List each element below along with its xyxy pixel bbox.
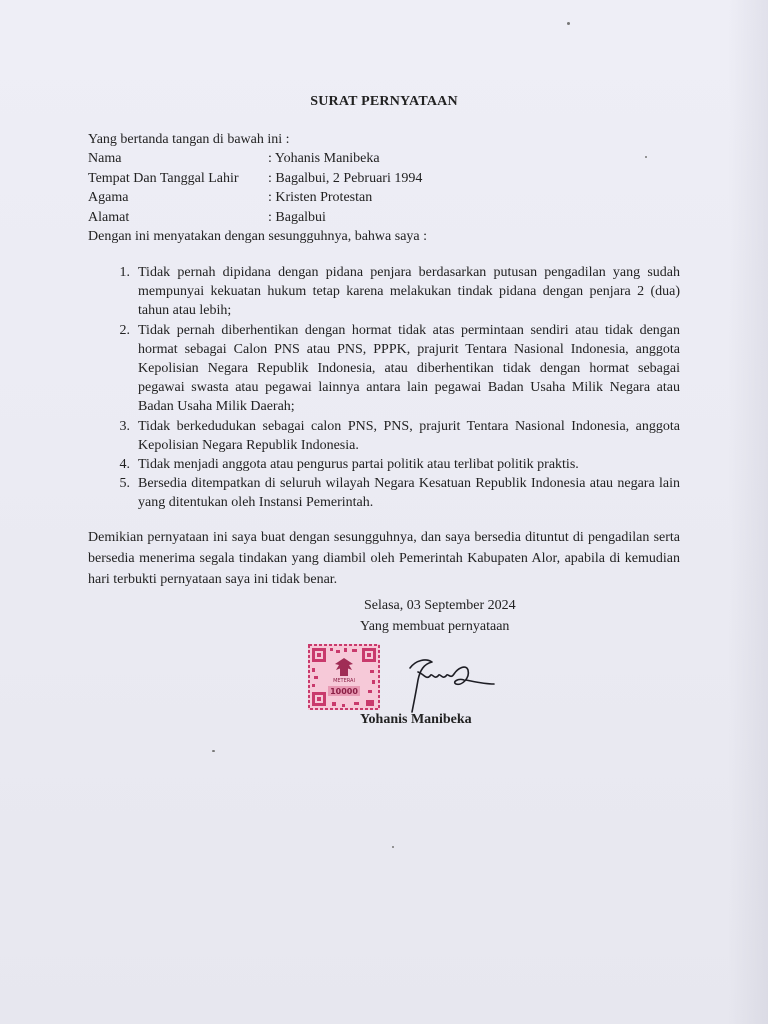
identity-label: Tempat Dan Tanggal Lahir xyxy=(88,170,239,186)
item-number: 1. xyxy=(119,265,130,280)
identity-row-religion xyxy=(88,188,422,208)
item-number: 4. xyxy=(119,457,130,473)
identity-value: : Bagalbui xyxy=(268,209,326,225)
item-text: Tidak pernah dipidana dengan pidana penjara berdasarkan putusan pengadilan yang sudah mempunyai kekuatan hukum tetap karena melakukan tindak pidana dengan penjara 2 (dua) tahun atau lebih; xyxy=(138,265,680,319)
item-number: 3. xyxy=(119,418,130,434)
list-item xyxy=(100,417,680,455)
scan-speck xyxy=(645,156,647,158)
list-item xyxy=(100,321,680,417)
identity-row-birth xyxy=(88,169,422,189)
document-title: SURAT PERNYATAAN xyxy=(310,94,458,109)
list-item xyxy=(100,455,680,474)
item-text: Bersedia ditempatkan di seluruh wilayah Negara Kesatuan Republik Indonesia atau negara lain yang ditentukan oleh Instansi Pemerintah. xyxy=(138,476,680,511)
closing-paragraph: Demikian pernyataan ini saya buat dengan sesungguhnya, dan saya bersedia dituntut di pengadilan serta bersedia menerima segala tindakan yang diambil oleh Pemerintah Kabupaten Alor, apabila di kemudian hari terbukti pernyataan saya ini tidak benar. xyxy=(88,530,680,587)
item-number: 2. xyxy=(119,322,130,338)
item-text: Tidak pernah diberhentikan dengan hormat tidak atas permintaan sendiri atau tidak dengan hormat sebagai Calon PNS atau PNS, PPPK, prajurit Tentara Nasional Indonesia, anggota Kepolisian Negara Republik Indonesia, atau diberhentikan tidak dengan hormat sebagai pegawai swasta atau pegawai lainnya antara lain pegawai Badan Usaha Milik Negara atau Badan Usaha Milik Daerah; xyxy=(138,322,680,415)
statement-intro: Dengan ini menyatakan dengan sesungguhnya, bahwa saya : xyxy=(88,229,428,244)
identity-label: Alamat xyxy=(88,209,130,225)
intro-line: Yang bertanda tangan di bawah ini : xyxy=(88,132,290,147)
handwritten-signature xyxy=(396,650,496,714)
item-text: Tidak berkedudukan sebagai calon PNS, PNS, prajurit Tentara Nasional Indonesia, anggota Kepolisian Negara Republik Indonesia. xyxy=(138,418,680,453)
identity-value: : Bagalbui, 2 Pebruari 1994 xyxy=(268,170,423,186)
signer-role: Yang membuat pernyataan xyxy=(360,619,510,634)
scan-speck xyxy=(212,750,215,752)
identity-value: : Kristen Protestan xyxy=(268,190,373,205)
identity-value: : Yohanis Manibeka xyxy=(268,151,380,166)
stamp-label: METERAI xyxy=(333,678,355,684)
identity-row-name xyxy=(88,149,422,169)
item-text: Tidak menjadi anggota atau pengurus partai politik atau terlibat politik praktis. xyxy=(138,457,579,473)
identity-block xyxy=(88,149,422,227)
identity-row-address xyxy=(88,208,422,228)
identity-label: Agama xyxy=(88,190,129,205)
signer-name: Yohanis Manibeka xyxy=(360,712,472,727)
page-edge-shadow xyxy=(728,0,768,1024)
stamp-value: 10000 xyxy=(330,687,358,696)
list-item xyxy=(100,474,680,512)
scan-speck xyxy=(392,846,394,848)
meterai-stamp xyxy=(308,644,380,710)
list-item xyxy=(100,263,680,321)
scan-speck xyxy=(567,22,570,25)
item-number: 5. xyxy=(119,476,130,492)
statement-list xyxy=(100,263,680,513)
identity-label: Nama xyxy=(88,151,122,166)
place-date: Selasa, 03 September 2024 xyxy=(364,598,516,613)
